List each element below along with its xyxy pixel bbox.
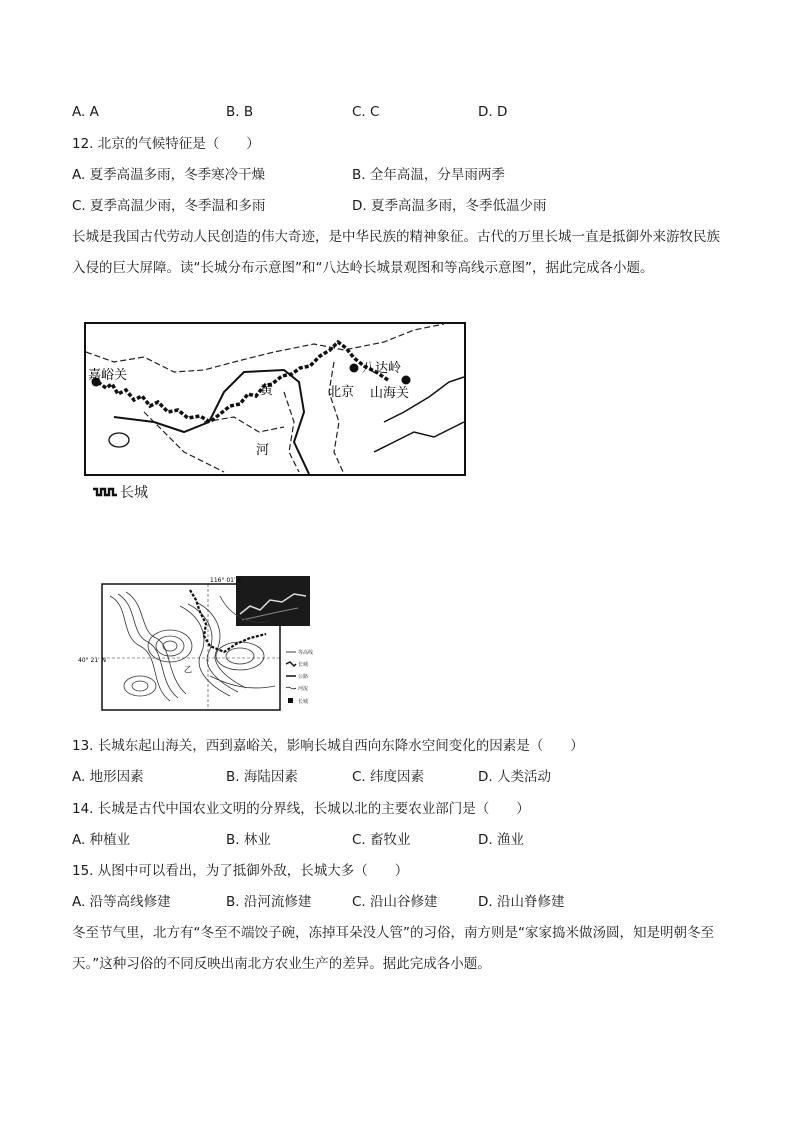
q14-option-c[interactable]: C. 畜牧业: [352, 832, 411, 848]
q12-option-c[interactable]: C. 夏季高温少雨，冬季温和多雨: [72, 198, 266, 214]
map2-legend-1: 等高线: [298, 650, 314, 656]
q13-option-a[interactable]: A. 地形因素: [72, 769, 144, 785]
q13-stem: 13. 长城东起山海关，西到嘉峪关，影响长城自西向东降水空间变化的因素是（ ）: [72, 738, 584, 754]
great-wall-legend-icon: [92, 485, 118, 499]
q11-option-c[interactable]: C. C: [352, 104, 380, 120]
label-he: 河: [256, 443, 270, 458]
q11-option-d[interactable]: D. D: [478, 104, 508, 120]
q12-option-b[interactable]: B. 全年高温，分旱雨两季: [352, 167, 505, 183]
label-beijing: 北京: [328, 385, 355, 400]
map2-legend-4: 河流: [298, 686, 309, 692]
map2-point-label: 乙: [184, 665, 192, 674]
q13-option-d[interactable]: D. 人类活动: [478, 769, 551, 785]
label-jiayuguan: 嘉峪关: [88, 368, 128, 383]
map2-legend-5: 长城: [298, 699, 309, 705]
q15-option-b[interactable]: B. 沿河流修建: [226, 894, 312, 910]
q14-option-d[interactable]: D. 渔业: [478, 832, 524, 848]
q12-option-d[interactable]: D. 夏季高温多雨，冬季低温少雨: [352, 198, 547, 214]
q13-option-b[interactable]: B. 海陆因素: [226, 769, 298, 785]
great-wall-distribution-map: [84, 322, 466, 478]
q15-option-c[interactable]: C. 沿山谷修建: [352, 894, 438, 910]
map2-top-coord: 116° 01′ E: [210, 577, 242, 584]
q15-stem: 15. 从图中可以看出，为了抵御外敌，长城大多（ ）: [72, 863, 409, 879]
label-huang: 黄: [260, 383, 274, 398]
legend-great-wall-label: 长城: [120, 485, 148, 501]
label-shanhaiguan: 山海关: [370, 386, 410, 401]
q11-option-b[interactable]: B. B: [226, 104, 254, 120]
q14-stem: 14. 长城是古代中国农业文明的分界线，长城以北的主要农业部门是（ ）: [72, 801, 530, 817]
q12-stem: 12. 北京的气候特征是（ ）: [72, 136, 260, 152]
q12-option-a[interactable]: A. 夏季高温多雨，冬季寒冷干燥: [72, 167, 266, 183]
map2-left-coord: 40° 21′ N: [78, 657, 106, 664]
badaling-contour-map: [78, 576, 314, 714]
q11-option-a[interactable]: A. A: [72, 104, 99, 120]
map2-legend-3: 公路: [298, 674, 309, 680]
q15-option-d[interactable]: D. 沿山脊修建: [478, 894, 565, 910]
q13-option-c[interactable]: C. 纬度因素: [352, 769, 425, 785]
passage-winter-solstice: 冬至节气里，北方有“冬至不端饺子碗，冻掉耳朵没人管”的习俗，南方则是“家家捣米做汤圆，知是明朝冬至天。”这种习俗的不同反映出南北方农业生产的差异。据此完成各小题。: [72, 925, 714, 972]
q14-option-b[interactable]: B. 林业: [226, 832, 271, 848]
passage-great-wall: 长城是我国古代劳动人民创造的伟大奇迹，是中华民族的精神象征。古代的万里长城一直是抵御外来游牧民族入侵的巨大屏障。读“长城分布示意图”和“八达岭长城景观图和等高线示意图”，据此完成各小题。: [72, 229, 720, 276]
map1-legend: [92, 482, 148, 502]
map2-legend-2: 长城: [298, 662, 309, 668]
q15-option-a[interactable]: A. 沿等高线修建: [72, 894, 171, 910]
label-badaling: 八达岭: [362, 361, 402, 376]
q14-option-a[interactable]: A. 种植业: [72, 832, 131, 848]
